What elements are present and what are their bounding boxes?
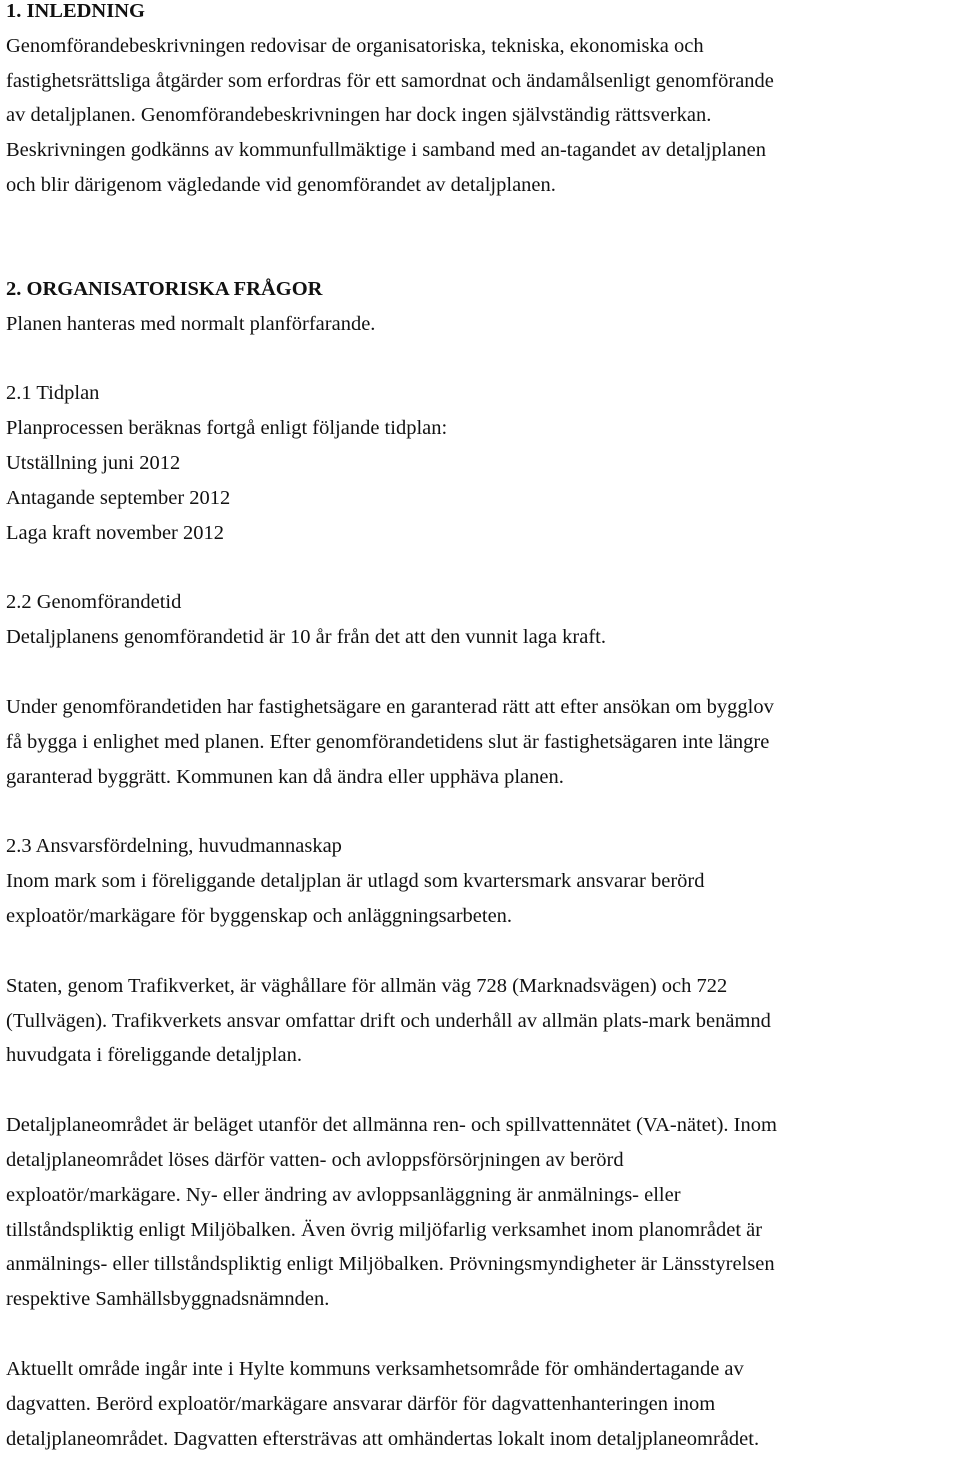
text-line: Planprocessen beräknas fortgå enligt följande tidplan: xyxy=(6,417,448,440)
text-line: garanterad byggrätt. Kommunen kan då ändra eller upphäva planen. xyxy=(6,765,564,788)
paragraph-garanterad-ratt xyxy=(6,690,954,794)
heading-organisatoriska-fragor: 2. ORGANISATORISKA FRÅGOR xyxy=(6,277,323,300)
text-line: Genomförandebeskrivningen redovisar de organisatoriska, tekniska, ekonomiska och xyxy=(6,34,704,57)
text-line: anmälnings- eller tillståndspliktig enligt Miljöbalken. Prövningsmyndigheter är Länsstyrelsen xyxy=(6,1253,775,1276)
text-line: huvudgata i föreliggande detaljplan. xyxy=(6,1044,303,1067)
paragraph-tidplan xyxy=(6,411,954,550)
text-line: dagvatten. Berörd exploatör/markägare ansvarar därför för dagvattenhanteringen inom xyxy=(6,1392,716,1415)
heading-genomforandetid: 2.2 Genomförandetid xyxy=(6,591,182,614)
paragraph-planforfarande xyxy=(6,307,954,342)
paragraph-va-natet xyxy=(6,1108,954,1317)
text-line: (Tullvägen). Trafikverkets ansvar omfattar drift och underhåll av allmän plats-mark benämnd xyxy=(6,1009,771,1032)
text-line: Staten, genom Trafikverket, är väghållare för allmän väg 728 (Marknadsvägen) och 722 xyxy=(6,974,728,997)
text-line: Planen hanteras med normalt planförfarande. xyxy=(6,312,376,335)
paragraph-genomforandetid xyxy=(6,620,954,655)
schedule-item: Antagande september 2012 xyxy=(6,486,231,509)
text-line: respektive Samhällsbyggnadsnämnden. xyxy=(6,1288,330,1311)
text-line: Beskrivningen godkänns av kommunfullmäktige i samband med an-tagandet av detaljplanen xyxy=(6,139,767,162)
section-ansvarsfordelning xyxy=(6,829,954,1456)
text-line: fastighetsrättsliga åtgärder som erfordras för ett samordnat och ändamålsenligt genomförande xyxy=(6,69,774,92)
text-line: av detaljplanen. Genomförandebeskrivningen har dock ingen självständig rättsverkan. xyxy=(6,104,712,127)
section-inledning xyxy=(6,0,954,203)
text-line: Detaljplanens genomförandetid är 10 år från det att den vunnit laga kraft. xyxy=(6,626,606,649)
text-line: och blir därigenom vägledande vid genomförandet av detaljplanen. xyxy=(6,173,556,196)
text-line: Under genomförandetiden har fastighetsägare en garanterad rätt att efter ansökan om bygglov xyxy=(6,695,774,718)
paragraph-kvartersmark xyxy=(6,864,954,934)
section-organisatoriska-fragor xyxy=(6,272,954,342)
section-genomforandetid xyxy=(6,585,954,794)
text-line: Detaljplaneområdet är beläget utanför det allmänna ren- och spillvattennätet (VA-nätet). Inom xyxy=(6,1114,777,1137)
text-line: detaljplaneområdet. Dagvatten eftersträvas att omhändertas lokalt inom detaljplaneområdet. xyxy=(6,1427,760,1450)
paragraph-inledning xyxy=(6,29,954,203)
text-line: detaljplaneområdet löses därför vatten- och avloppsförsörjningen av berörd xyxy=(6,1148,624,1171)
text-line: tillståndspliktig enligt Miljöbalken. Även övrig miljöfarlig verksamhet inom planområdet är xyxy=(6,1218,763,1241)
heading-tidplan: 2.1 Tidplan xyxy=(6,382,100,405)
text-line: exploatör/markägare. Ny- eller ändring av avloppsanläggning är anmälnings- eller xyxy=(6,1183,681,1206)
section-tidplan xyxy=(6,376,954,550)
paragraph-dagvatten xyxy=(6,1352,954,1456)
paragraph-trafikverket xyxy=(6,969,954,1073)
text-line: exploatör/markägare för byggenskap och anläggningsarbeten. xyxy=(6,904,513,927)
heading-ansvarsfordelning: 2.3 Ansvarsfördelning, huvudmannaskap xyxy=(6,835,342,858)
text-line: Inom mark som i föreliggande detaljplan är utlagd som kvartersmark ansvarar berörd xyxy=(6,870,705,893)
schedule-item: Laga kraft november 2012 xyxy=(6,521,225,544)
text-line: Aktuellt område ingår inte i Hylte kommuns verksamhetsområde för omhändertagande av xyxy=(6,1357,744,1380)
text-line: få bygga i enlighet med planen. Efter genomförandetidens slut är fastighetsägaren inte längre xyxy=(6,730,770,753)
heading-inledning: 1. INLEDNING xyxy=(6,0,145,22)
schedule-item: Utställning juni 2012 xyxy=(6,451,181,474)
